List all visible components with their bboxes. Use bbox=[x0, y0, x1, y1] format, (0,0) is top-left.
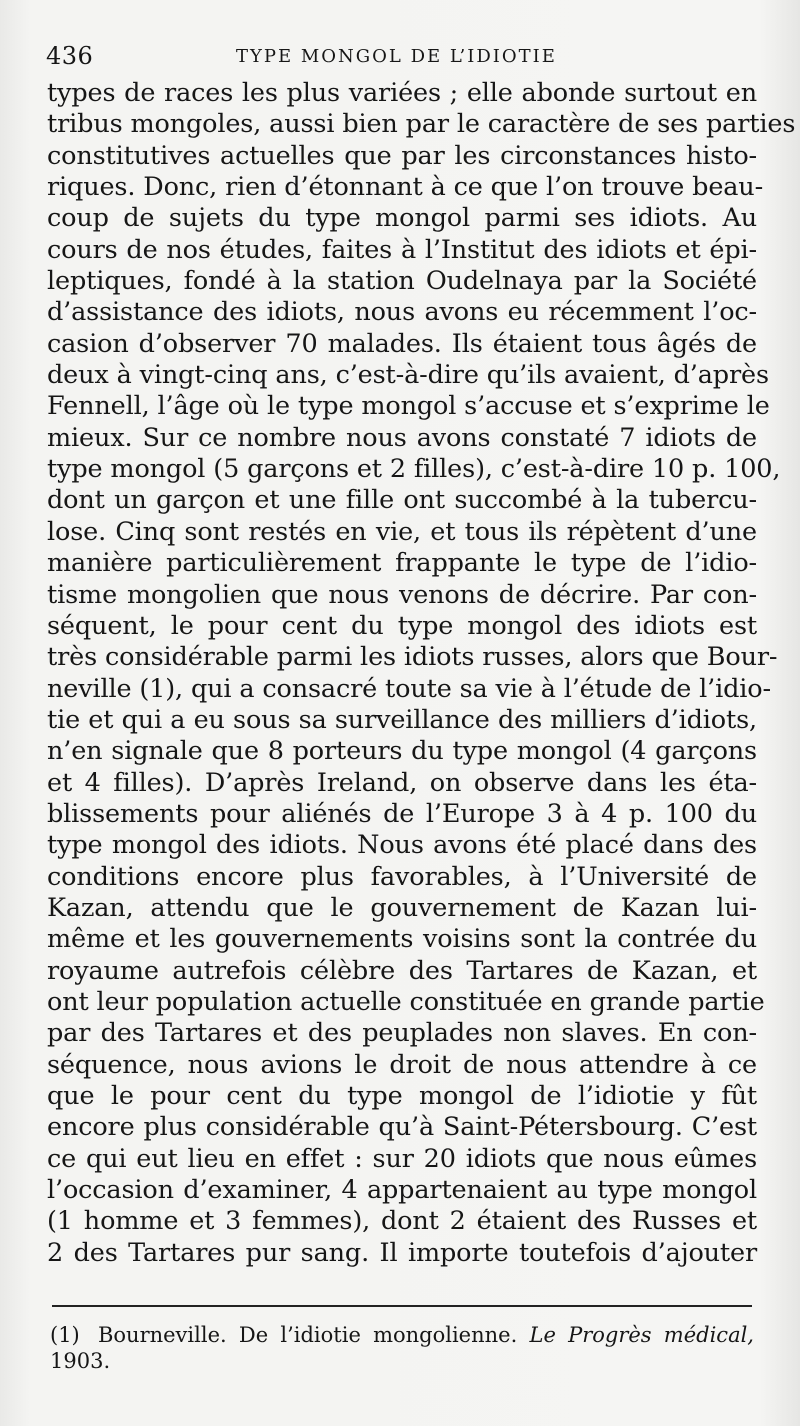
footnote-line bbox=[50, 1322, 754, 1348]
text-line: riques. Donc, rien d’étonnant à ce que l’on trouve beau- bbox=[47, 172, 764, 203]
text-line: lose. Cinq sont restés en vie, et tous ils répètent d’une bbox=[47, 516, 757, 547]
running-head: TYPE MONGOL DE L’IDIOTIE bbox=[236, 46, 557, 67]
text-line: casion d’observer 70 malades. Ils étaient tous âgés de bbox=[47, 328, 757, 359]
text-line: n’en signale que 8 porteurs du type mongol (4 garçons bbox=[47, 736, 757, 767]
footnote bbox=[50, 1322, 754, 1374]
body-text bbox=[47, 78, 796, 1269]
text-line: cours de nos études, faites à l’Institut des idiots et épi- bbox=[47, 234, 757, 265]
text-line: que le pour cent du type mongol de l’idiotie y fût bbox=[47, 1081, 757, 1111]
footnote-text: Bourneville. De l’idiotie mongolienne. bbox=[97, 1323, 518, 1347]
text-line: Fennell, l’âge où le type mongol s’accuse et s’exprime le bbox=[47, 391, 770, 422]
text-line: type mongol des idiots. Nous avons été placé dans des bbox=[47, 830, 757, 861]
text-line: type mongol (5 garçons et 2 filles), c’est-à-dire 10 p. 100, bbox=[47, 454, 781, 485]
text-line: très considérable parmi les idiots russes, alors que Bour- bbox=[47, 642, 778, 673]
text-line: même et les gouvernements voisins sont la contrée du bbox=[47, 924, 757, 955]
footnote-year: 1903. bbox=[50, 1349, 111, 1373]
text-line: coup de sujets du type mongol parmi ses idiots. Au bbox=[47, 203, 757, 234]
page-header bbox=[46, 36, 758, 72]
text-line: 2 des Tartares pur sang. Il importe toutefois d’ajouter bbox=[47, 1237, 757, 1268]
page-number: 436 bbox=[46, 42, 94, 70]
text-line: séquent, le pour cent du type mongol des idiots est bbox=[47, 610, 757, 641]
text-line: dont un garçon et une fille ont succombé à la tubercu- bbox=[47, 485, 757, 516]
footnote-mark: (1) bbox=[50, 1323, 80, 1347]
text-line: mieux. Sur ce nombre nous avons constaté 7 idiots de bbox=[47, 422, 757, 453]
footnote-rule bbox=[52, 1305, 752, 1307]
text-line: l’occasion d’examiner, 4 appartenaient au type mongol bbox=[47, 1175, 757, 1206]
text-line: manière particulièrement frappante le type de l’idio- bbox=[47, 548, 757, 579]
text-line: blissements pour aliénés de l’Europe 3 à 4 p. 100 du bbox=[47, 798, 757, 829]
text-line: types de races les plus variées ; elle abonde surtout en bbox=[47, 78, 757, 108]
text-line: royaume autrefois célèbre des Tartares de Kazan, et bbox=[47, 955, 757, 986]
text-line: encore plus considérable qu’à Saint-Pétersbourg. C’est bbox=[47, 1112, 757, 1143]
text-line: constitutives actuelles que par les circonstances histo- bbox=[47, 140, 757, 171]
text-line: et 4 filles). D’après Ireland, on observe dans les éta- bbox=[47, 767, 757, 798]
text-line: tie et qui a eu sous sa surveillance des milliers d’idiots, bbox=[47, 704, 757, 735]
text-line: deux à vingt-cinq ans, c’est-à-dire qu’ils avaient, d’après bbox=[47, 360, 769, 391]
text-line: ce qui eut lieu en effet : sur 20 idiots que nous eûmes bbox=[47, 1143, 757, 1174]
text-line: (1 homme et 3 femmes), dont 2 étaient des Russes et bbox=[47, 1206, 757, 1237]
text-line: leptiques, fondé à la station Oudelnaya par la Société bbox=[47, 266, 757, 297]
text-line: tisme mongolien que nous venons de décrire. Par con- bbox=[47, 579, 757, 610]
text-line: Kazan, attendu que le gouvernement de Kazan lui- bbox=[47, 892, 757, 923]
text-line: d’assistance des idiots, nous avons eu récemment l’oc- bbox=[47, 297, 757, 328]
text-line: conditions encore plus favorables, à l’Université de bbox=[47, 861, 757, 892]
text-line: par des Tartares et des peuplades non slaves. En con- bbox=[47, 1018, 757, 1049]
text-line: séquence, nous avions le droit de nous attendre à ce bbox=[47, 1049, 757, 1080]
text-line: ont leur population actuelle constituée en grande partie bbox=[47, 986, 765, 1017]
text-line: neville (1), qui a consacré toute sa vie à l’étude de l’idio- bbox=[47, 673, 771, 704]
footnote-source: Le Progrès médical, bbox=[529, 1323, 754, 1347]
text-line: tribus mongoles, aussi bien par le caractère de ses parties bbox=[47, 109, 796, 140]
